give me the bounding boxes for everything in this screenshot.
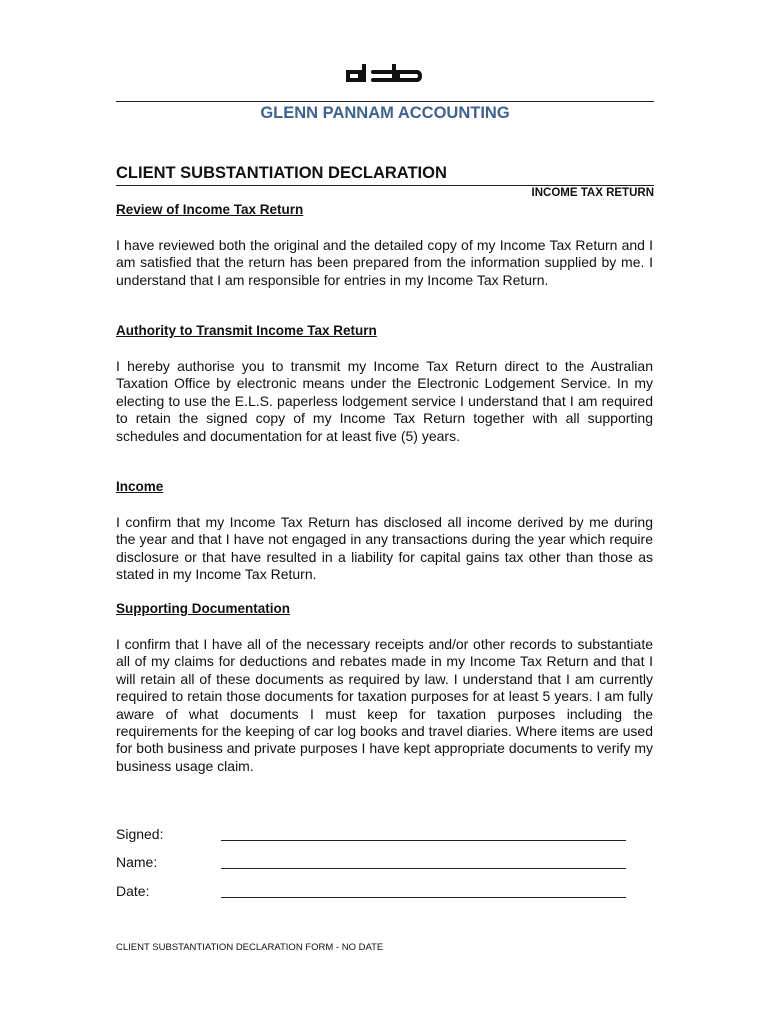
name-line[interactable] (221, 868, 626, 869)
section-heading-supporting: Supporting Documentation (116, 601, 290, 616)
date-line[interactable] (221, 897, 626, 898)
signed-line[interactable] (221, 840, 626, 841)
signed-label: Signed: (116, 826, 164, 842)
section-body-authority: I hereby authorise you to transmit my Income Tax Return direct to the Australian Taxation Office by electronic means under the Electronic Lodgement Service. In my electing to use the E.L.S. paperless lodgement service I understand that I am required to retain the signed copy of my Income Tax Return together with all supporting schedules and documentation for at least five (5) years. (116, 358, 653, 444)
header-rule (116, 101, 654, 102)
name-label: Name: (116, 854, 158, 870)
section-heading-authority: Authority to Transmit Income Tax Return (116, 323, 377, 338)
company-logo (344, 62, 424, 84)
firm-name: GLENN PANNAM ACCOUNTING (260, 104, 510, 122)
document-subtitle: INCOME TAX RETURN (531, 187, 654, 199)
section-heading-income: Income (116, 479, 164, 494)
section-heading-review: Review of Income Tax Return (116, 202, 304, 217)
footer-text: CLIENT SUBSTANTIATION DECLARATION FORM - NO DATE (116, 942, 384, 953)
title-rule (116, 185, 654, 186)
document-title: CLIENT SUBSTANTIATION DECLARATION (116, 164, 447, 182)
section-body-income: I confirm that my Income Tax Return has disclosed all income derived by me during the year and that I have not engaged in any transactions during the year which require disclosure or that have resulted in a liability for capital gains tax other than those as stated in my Income Tax Return. (116, 514, 653, 583)
section-body-review: I have reviewed both the original and the detailed copy of my Income Tax Return and I am satisfied that the return has been prepared from the information supplied by me. I understand that I am responsible for entries in my Income Tax Return. (116, 237, 653, 288)
date-label: Date: (116, 883, 150, 899)
section-body-supporting: I confirm that I have all of the necessary receipts and/or other records to substantiate all of my claims for deductions and rebates made in my Income Tax Return and that I will retain all of these documents as required by law. I understand that I am currently required to retain those documents for taxation purposes for at least 5 years. I am fully aware of what documents I must keep for taxation purposes including the requirements for the keeping of car log books and travel diaries. Where items are used for both business and private purposes I have kept appropriate documents to verify my business usage claim. (116, 636, 653, 774)
